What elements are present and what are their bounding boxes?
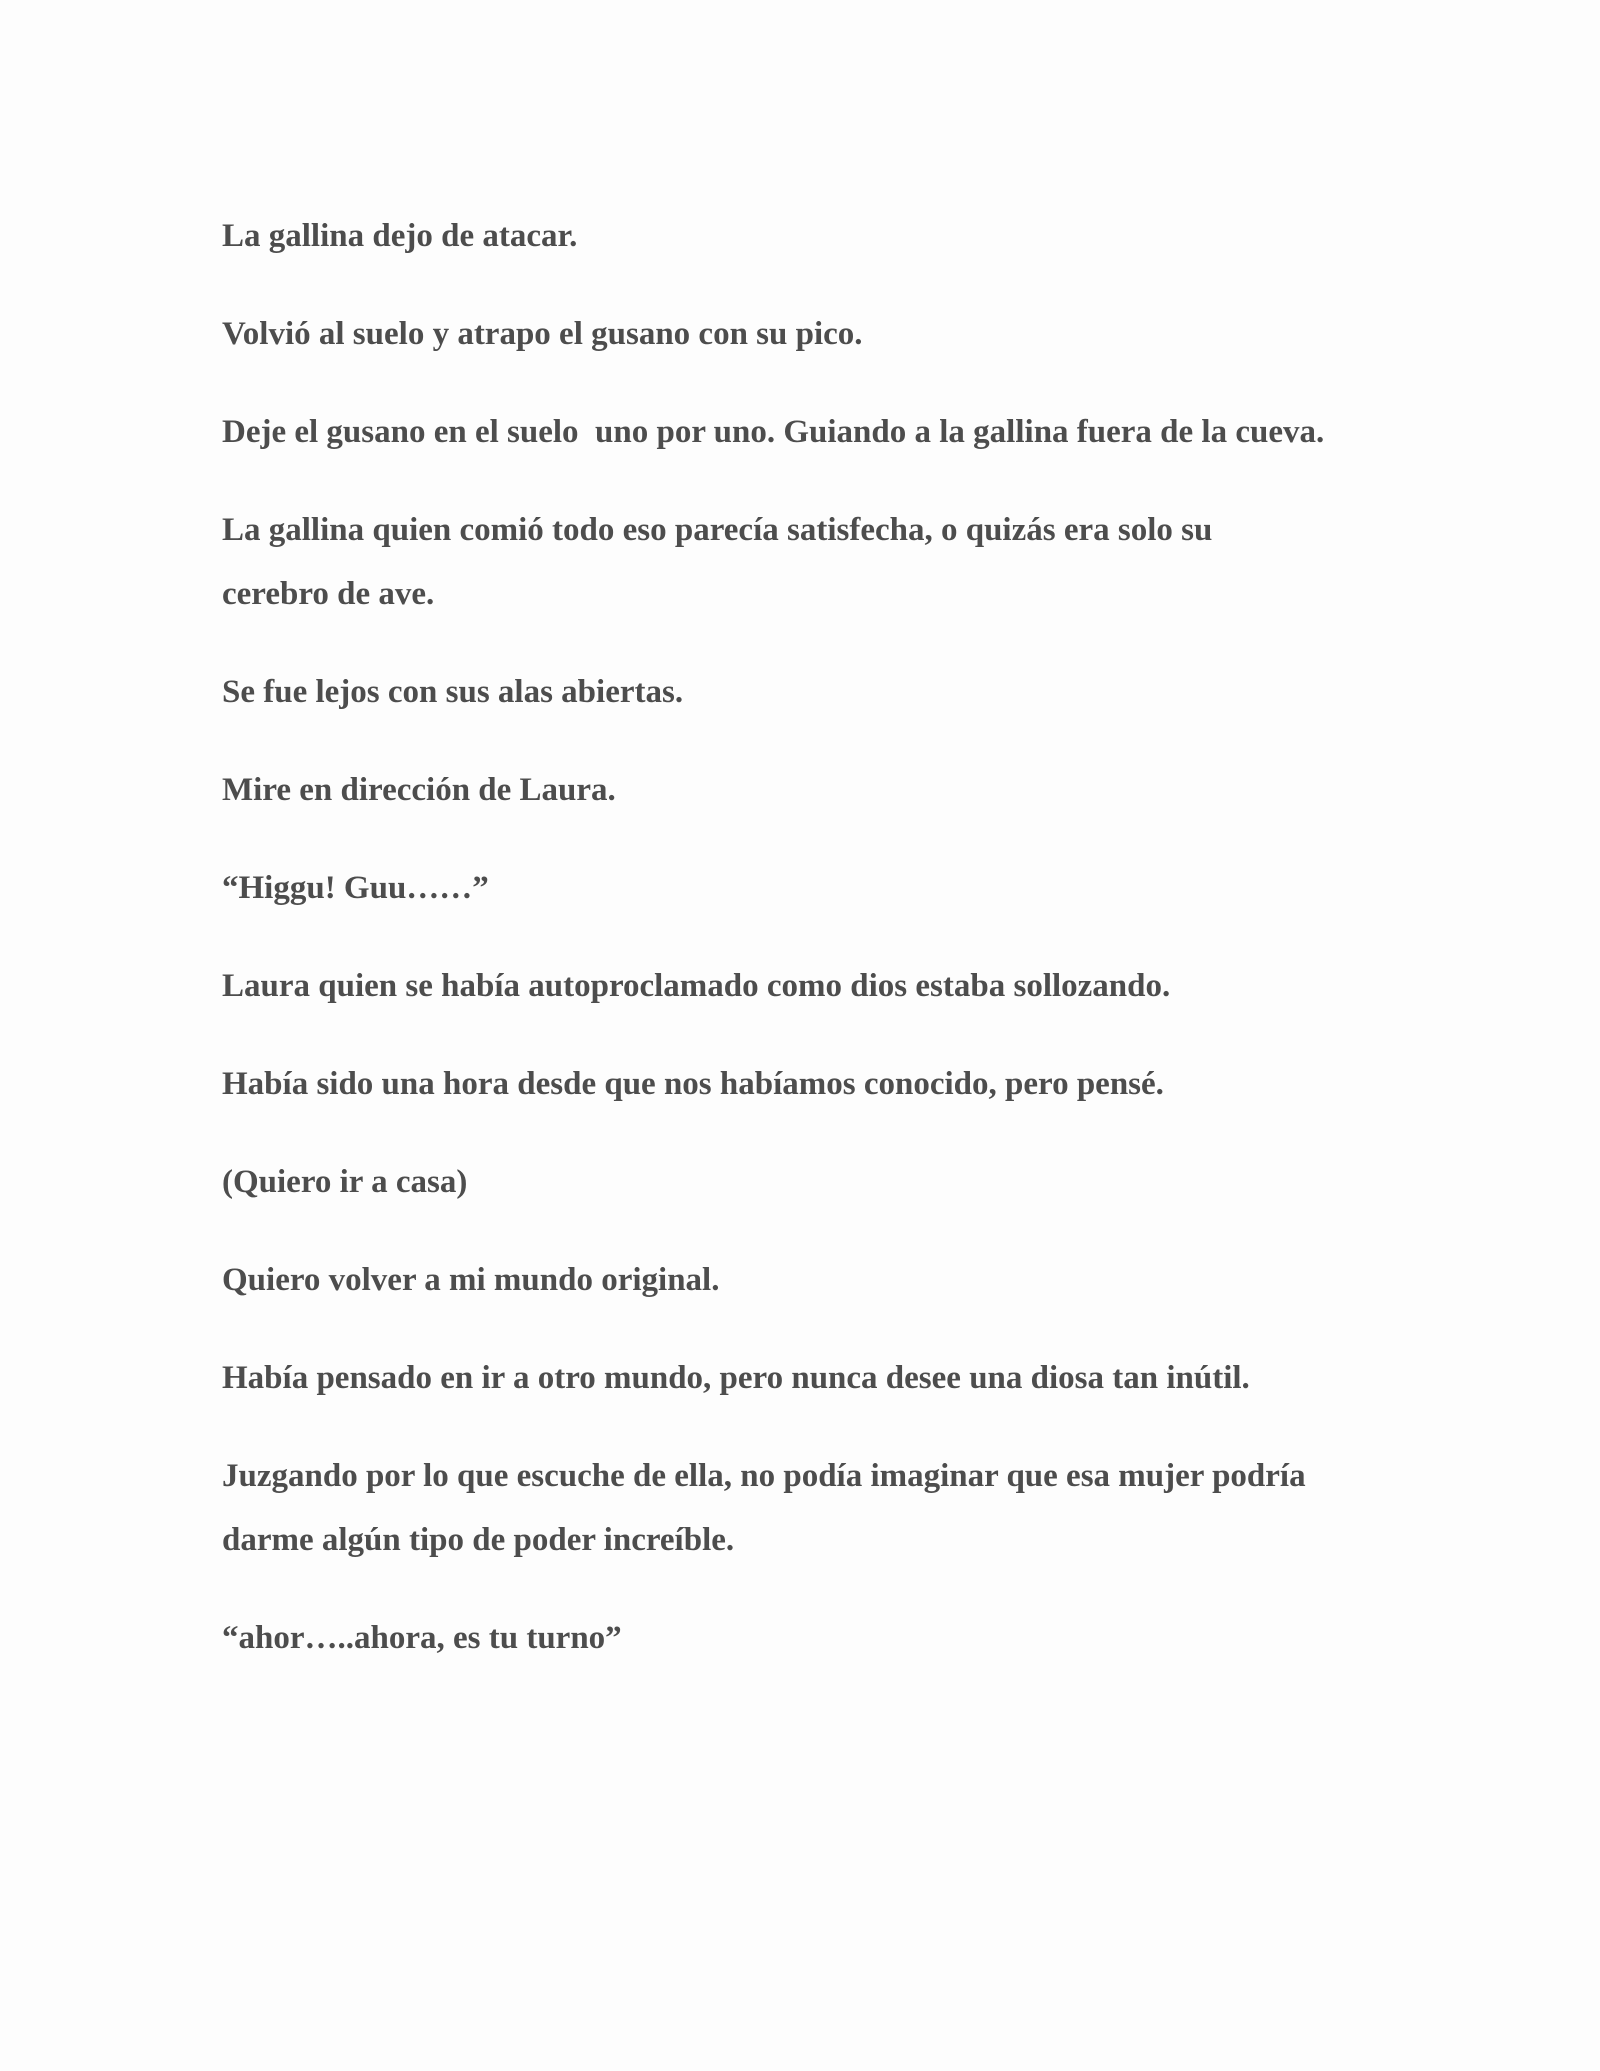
paragraph-7: “Higgu! Guu……” — [222, 870, 489, 906]
paragraph-12: Había pensado en ir a otro mundo, pero nunca desee una diosa tan inútil. — [222, 1360, 1250, 1396]
paragraph-11: Quiero volver a mi mundo original. — [222, 1262, 720, 1298]
paragraph-9: Había sido una hora desde que nos habíamos conocido, pero pensé. — [222, 1066, 1164, 1102]
paragraph-14: “ahor…..ahora, es tu turno” — [222, 1620, 622, 1656]
paragraph-4: La gallina quien comió todo eso parecía satisfecha, o quizás era solo su cerebro de ave. — [222, 512, 1221, 612]
paragraph-1: La gallina dejo de atacar. — [222, 218, 578, 254]
paragraph-13: Juzgando por lo que escuche de ella, no podía imaginar que esa mujer podría darme algún tipo de poder increíble. — [222, 1458, 1314, 1558]
paragraph-10: (Quiero ir a casa) — [222, 1164, 468, 1200]
paragraph-5: Se fue lejos con sus alas abiertas. — [222, 674, 684, 710]
paragraph-8: Laura quien se había autoproclamado como dios estaba sollozando. — [222, 968, 1171, 1004]
paragraph-6: Mire en dirección de Laura. — [222, 772, 616, 808]
document-body — [222, 204, 1422, 1704]
paragraph-2: Volvió al suelo y atrapo el gusano con su pico. — [222, 316, 863, 352]
paragraph-3: Deje el gusano en el suelo uno por uno. Guiando a la gallina fuera de la cueva. — [222, 414, 1325, 450]
